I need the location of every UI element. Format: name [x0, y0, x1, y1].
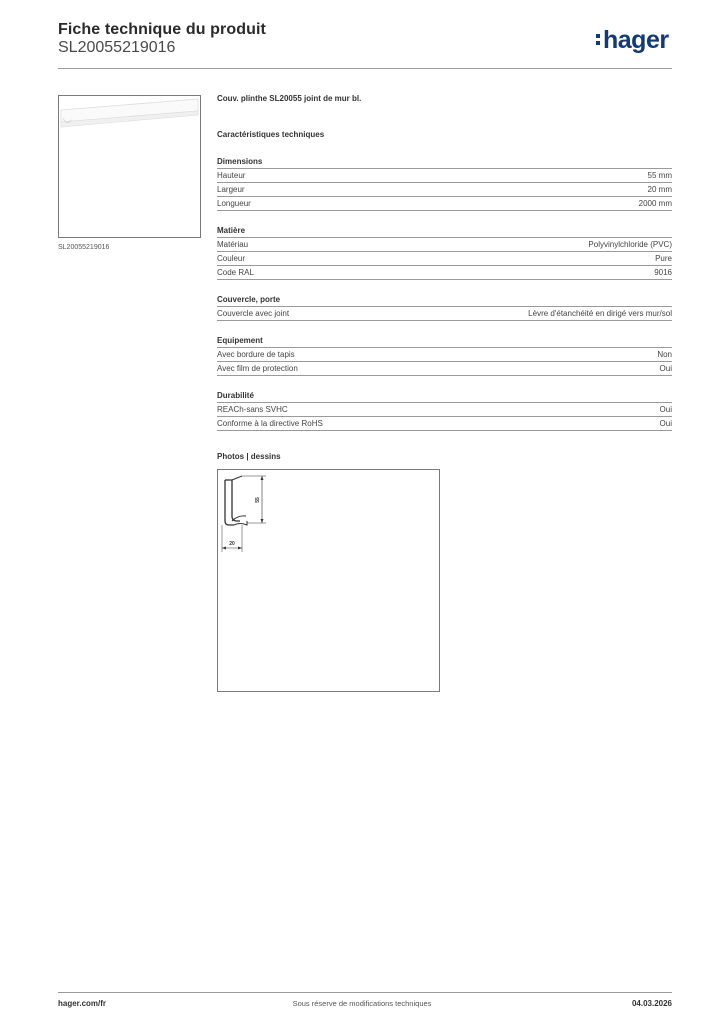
section-title: Dimensions	[217, 155, 672, 169]
page-title: Fiche technique du produit	[58, 21, 266, 38]
spec-label: Couleur	[217, 254, 246, 263]
product-image	[58, 95, 201, 238]
footer-website: hager.com/fr	[58, 999, 107, 1008]
cover-profile-illustration	[59, 96, 200, 237]
spec-label: REACh-sans SVHC	[217, 405, 288, 414]
spec-value: Oui	[659, 405, 672, 414]
spec-row-code-ral	[217, 266, 672, 280]
hager-logo	[596, 28, 669, 53]
spec-row-rohs	[217, 417, 672, 431]
spec-value: 9016	[654, 268, 672, 277]
spec-row-reach	[217, 403, 672, 417]
section-title: Matière	[217, 224, 672, 238]
section-matiere	[217, 224, 672, 280]
spec-label: Matériau	[217, 240, 249, 249]
spec-value: Polyvinylchloride (PVC)	[588, 240, 672, 249]
logo-text: hager	[603, 26, 669, 54]
spec-value: Lèvre d'étanchéité en dirigé vers mur/sol	[528, 309, 672, 318]
spec-row-longueur	[217, 197, 672, 211]
spec-row-film-protection	[217, 362, 672, 376]
spec-row-largeur	[217, 183, 672, 197]
product-details	[217, 92, 672, 692]
spec-value: 55 mm	[647, 171, 672, 180]
spec-row-materiau	[217, 238, 672, 252]
header-divider	[58, 68, 672, 69]
logo-dots-icon	[596, 34, 601, 48]
section-durabilite	[217, 389, 672, 431]
spec-row-couvercle-joint	[217, 307, 672, 321]
spec-row-couleur	[217, 252, 672, 266]
spec-value: Oui	[659, 364, 672, 373]
section-equipement	[217, 334, 672, 376]
section-title: Couvercle, porte	[217, 293, 672, 307]
section-dimensions	[217, 155, 672, 211]
spec-label: Code RAL	[217, 268, 254, 277]
profile-section-drawing	[218, 470, 439, 691]
spec-label: Hauteur	[217, 171, 246, 180]
spec-value: Pure	[655, 254, 672, 263]
footer-disclaimer: Sous réserve de modifications techniques	[292, 999, 432, 1008]
image-caption: SL20055219016	[58, 244, 110, 251]
spec-label: Avec film de protection	[217, 364, 298, 373]
product-name: Couv. plinthe SL20055 joint de mur bl.	[217, 94, 362, 103]
footer-date: 04.03.2026	[631, 999, 672, 1008]
spec-row-hauteur	[217, 169, 672, 183]
section-couvercle	[217, 293, 672, 321]
spec-row-bordure-tapis	[217, 348, 672, 362]
section-title: Equipement	[217, 334, 672, 348]
technical-drawing	[217, 469, 440, 692]
product-reference: SL20055219016	[58, 39, 176, 56]
spec-label: Largeur	[217, 185, 245, 194]
width-dimension-label: 20	[229, 541, 235, 547]
spec-value: 20 mm	[647, 185, 672, 194]
spec-label: Conforme à la directive RoHS	[217, 419, 323, 428]
spec-label: Avec bordure de tapis	[217, 350, 295, 359]
spec-value: Non	[657, 350, 672, 359]
spec-value: 2000 mm	[638, 199, 672, 208]
spec-value: Oui	[659, 419, 672, 428]
spec-label: Longueur	[217, 199, 251, 208]
section-title: Durabilité	[217, 389, 672, 403]
height-dimension-label: 55	[255, 497, 261, 503]
tech-characteristics-title: Caractéristiques techniques	[217, 130, 325, 139]
spec-label: Couvercle avec joint	[217, 309, 290, 318]
footer-divider	[58, 992, 672, 993]
photos-title: Photos | dessins	[217, 452, 281, 461]
